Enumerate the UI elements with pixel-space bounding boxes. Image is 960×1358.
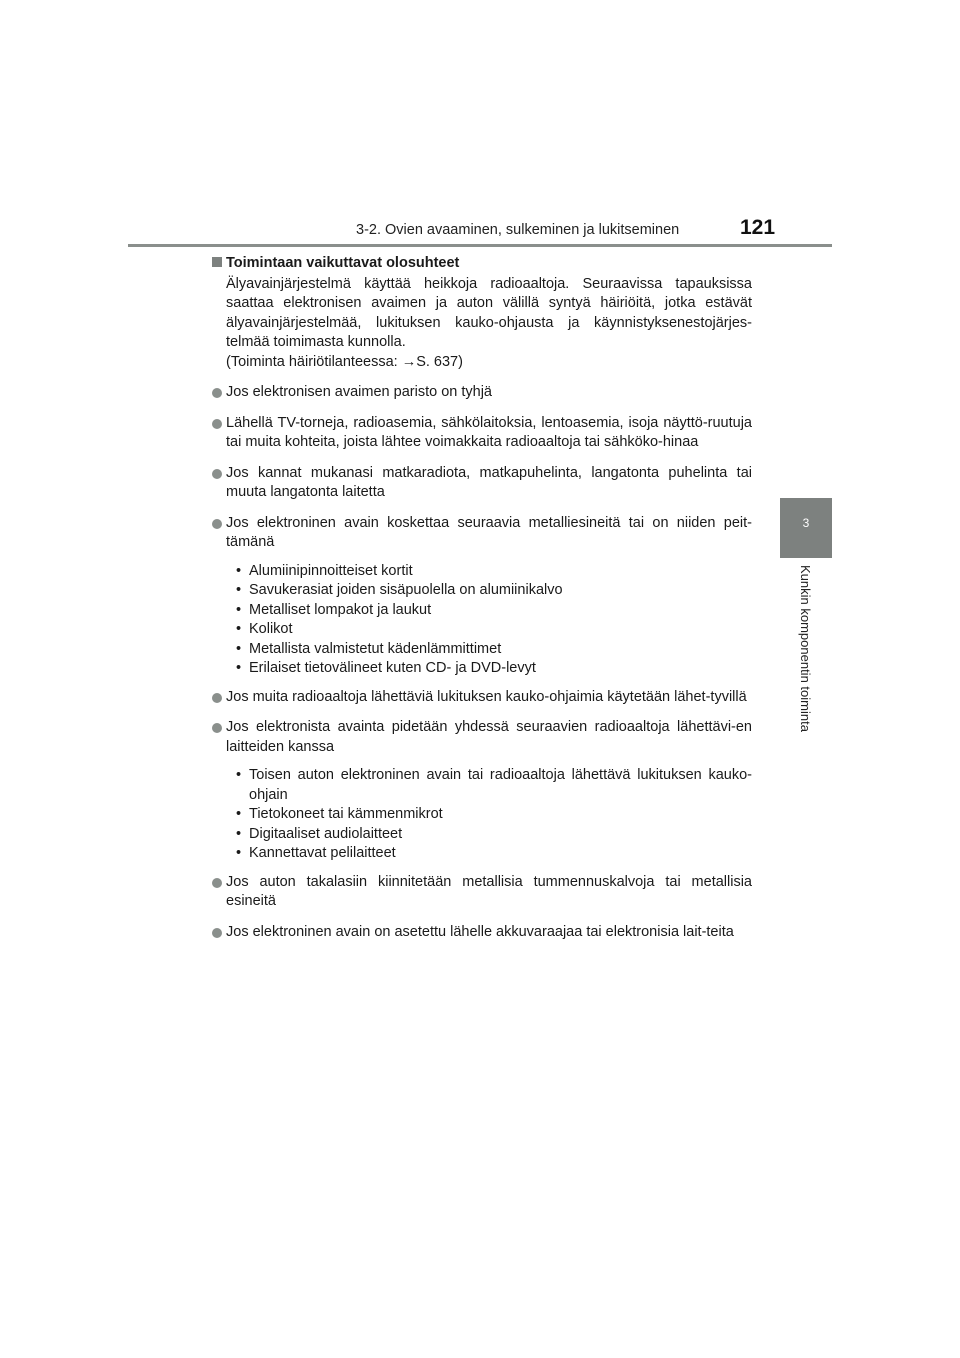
sub-list-item: [236, 659, 752, 679]
sub-list-text: Erilaiset tietovälineet kuten CD- ja DVD-levyt: [249, 660, 536, 676]
sub-list-text: Toisen auton elektroninen avain tai radioaaltoja lähettävä lukituksen kauko-ohjain: [249, 767, 752, 803]
sub-list: [236, 766, 752, 864]
header-section-title: 3-2. Ovien avaaminen, sulkeminen ja lukitseminen: [356, 222, 680, 238]
sub-bullet-icon: •: [236, 806, 242, 822]
sub-list-item: [236, 825, 752, 845]
bullet-item: [212, 873, 752, 912]
sub-list-item: [236, 620, 752, 640]
bullet-dot-icon: [212, 723, 222, 733]
bullet-text: Jos elektroninen avain koskettaa seuraavia metalliesineitä tai on niiden peit-tämänä: [226, 514, 752, 550]
sub-list-item: [236, 844, 752, 864]
bullet-dot-icon: [212, 928, 222, 938]
sub-list-text: Metallista valmistetut kädenlämmittimet: [249, 640, 502, 657]
chapter-tab: [780, 498, 832, 558]
header-rule: [128, 244, 832, 247]
sub-list-text: Alumiinipinnoitteiset kortit: [249, 562, 413, 579]
sub-list-item: [236, 640, 752, 660]
sub-list-item: [236, 766, 752, 805]
sub-list-text: Digitaaliset audiolaitteet: [249, 825, 403, 842]
bullet-item: [212, 383, 752, 403]
sub-list-item: [236, 562, 752, 582]
sub-bullet-icon: •: [236, 825, 242, 842]
sub-list-text: Metalliset lompakot ja laukut: [249, 601, 432, 618]
section-heading: [212, 254, 752, 274]
bullet-dot-icon: [212, 388, 222, 398]
bullet-item: [212, 414, 752, 453]
bullet-list: [212, 383, 752, 942]
heading-square-icon: [212, 257, 222, 267]
bullet-item: [212, 464, 752, 503]
bullet-item: [212, 514, 752, 553]
bullet-item: [212, 923, 752, 943]
bullet-text: Lähellä TV-torneja, radioasemia, sähkölaitoksia, lentoasemia, isoja näyttö-ruutuja tai muita kohteita, joista lähtee voimakkaita radioaaltoja tai sähköko-hinaa: [226, 414, 752, 450]
chapter-number: 3: [802, 516, 810, 530]
intro-reference: (Toiminta häiriötilanteessa: →S. 637): [226, 353, 463, 370]
bullet-dot-icon: [212, 878, 222, 888]
section-intro: [226, 275, 752, 373]
section-heading-text: Toimintaan vaikuttavat olosuhteet: [226, 255, 460, 271]
sub-bullet-icon: •: [236, 562, 242, 579]
sub-bullet-icon: •: [236, 601, 242, 618]
bullet-text: Jos elektroninen avain on asetettu lähelle akkuvaraajaa tai elektronisia lait-teita: [226, 923, 734, 940]
content: [212, 254, 752, 953]
bullet-text: Jos muita radioaaltoja lähettäviä lukituksen kauko-ohjaimia käytetään lähet-tyvillä: [226, 688, 747, 705]
bullet-text: Jos auton takalasiin kiinnitetään metallisia tummennuskalvoja tai metallisia esineitä: [226, 873, 752, 909]
bullet-text: Jos elektronisen avaimen paristo on tyhjä: [226, 384, 492, 400]
sub-bullet-icon: •: [236, 660, 242, 676]
sub-bullet-icon: •: [236, 621, 242, 637]
bullet-text: Jos elektronista avainta pidetään yhdessä seuraavien radioaaltoja lähettävi-en laitteiden kanssa: [226, 719, 752, 755]
chapter-title: Kunkin komponentin toiminta: [798, 565, 813, 732]
bullet-dot-icon: [212, 469, 222, 479]
bullet-dot-icon: [212, 419, 222, 429]
bullet-item: [212, 688, 752, 708]
sub-list-text: Kolikot: [249, 621, 293, 637]
sub-list-text: Savukerasiat joiden sisäpuolella on alumiinikalvo: [249, 582, 563, 598]
bullet-dot-icon: [212, 693, 222, 703]
sub-bullet-icon: •: [236, 582, 242, 598]
bullet-text: Jos kannat mukanasi matkaradiota, matkapuhelinta, langatonta puhelinta tai muuta langatonta laitetta: [226, 464, 752, 500]
bullet-item: [212, 718, 752, 757]
sub-list-item: [236, 601, 752, 621]
sub-bullet-icon: •: [236, 767, 242, 783]
sub-list-item: [236, 581, 752, 601]
sub-list-text: Tietokoneet tai kämmenmikrot: [249, 806, 443, 822]
sub-list-item: [236, 805, 752, 825]
bullet-dot-icon: [212, 519, 222, 529]
intro-paragraph: Älyavainjärjestelmä käyttää heikkoja radioaaltoja. Seuraavissa tapauksissa saattaa elektronisen avaimen ja auton välillä syntyä häiriöitä, jotka estävät älyavainjärjestelmää, lukituksen kauko-ohjausta ja käynnistyksenestojärjes-telmää toimimasta kunnolla.: [226, 275, 752, 350]
page-number: 121: [740, 216, 776, 239]
sub-bullet-icon: •: [236, 845, 242, 861]
sub-list-text: Kannettavat pelilaitteet: [249, 845, 396, 861]
sub-list: [236, 562, 752, 679]
sub-bullet-icon: •: [236, 640, 242, 657]
